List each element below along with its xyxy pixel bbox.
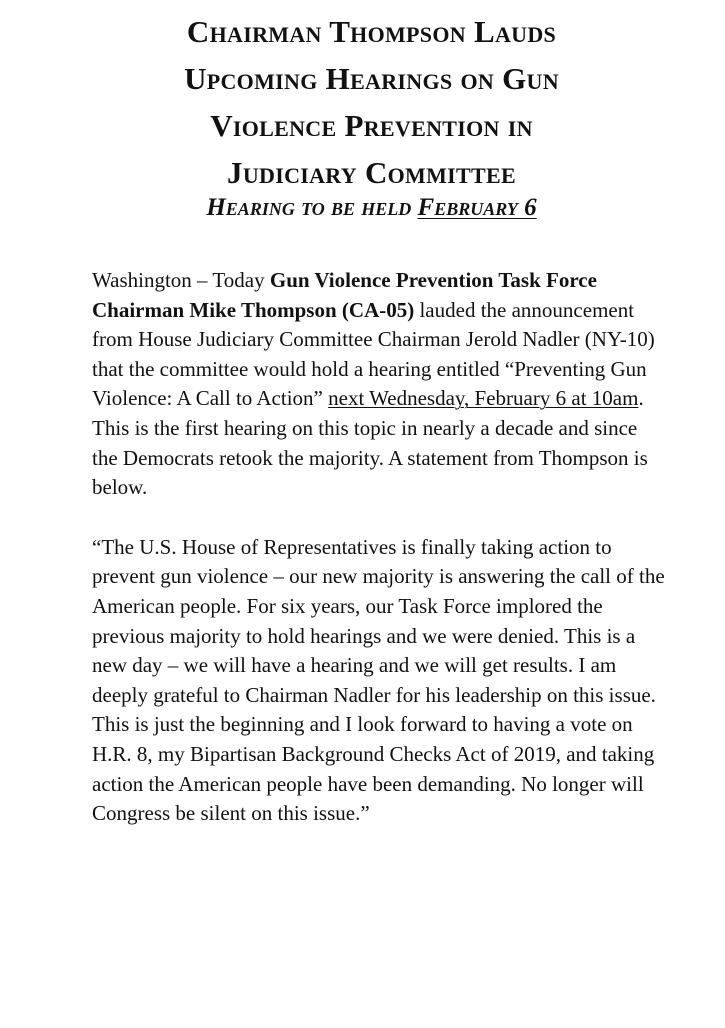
headline-line-3: Violence Prevention in	[210, 108, 533, 143]
hearing-date-link: next Wednesday, February 6 at 10am	[328, 386, 639, 411]
statement-paragraph: “The U.S. House of Representatives is finally taking action to prevent gun violence – our new majority is answering the call of the American people. For six years, our Task Force implored the previous majority to hold hearings and we were denied. This is a new day – we will have a hearing and we will get results. I am deeply grateful to Chairman Nadler for his leadership on this issue. This is just the beginning and I look forward to having a vote on H.R. 8, my Bipartisan Background Checks Act of 2019, and taking action the American people have been demanding. No longer will Congress be silent on this issue.”	[92, 534, 665, 826]
intro-bold-name: Gun Violence Prevention Task Force Chairman Mike Thompson (CA-05)	[92, 268, 597, 322]
intro-paragraph	[92, 266, 665, 503]
headline-line-4: Judiciary Committee	[227, 155, 516, 190]
intro-middle: lauded the announcement from House Judiciary Committee Chairman Jerold Nadler (NY-10) that the committee would hold a hearing entitled “Preventing Gun Violence: A Call to Action”	[92, 297, 655, 411]
press-release-page	[0, 8, 725, 1028]
subheadline-date: February 6	[417, 194, 537, 221]
intro-lead: Washington – Today	[92, 268, 270, 292]
headline-line-2: Upcoming Hearings on Gun	[184, 61, 559, 96]
subheadline-prefix: Hearing to be held	[206, 194, 418, 221]
intro-tail: . This is the first hearing on this topic in nearly a decade and since the Democrats retook the majority. A statement from Thompson is below.	[92, 386, 648, 500]
headline-line-1: Chairman Thompson Lauds	[186, 14, 557, 49]
headline	[92, 8, 665, 196]
subheadline	[92, 192, 665, 224]
